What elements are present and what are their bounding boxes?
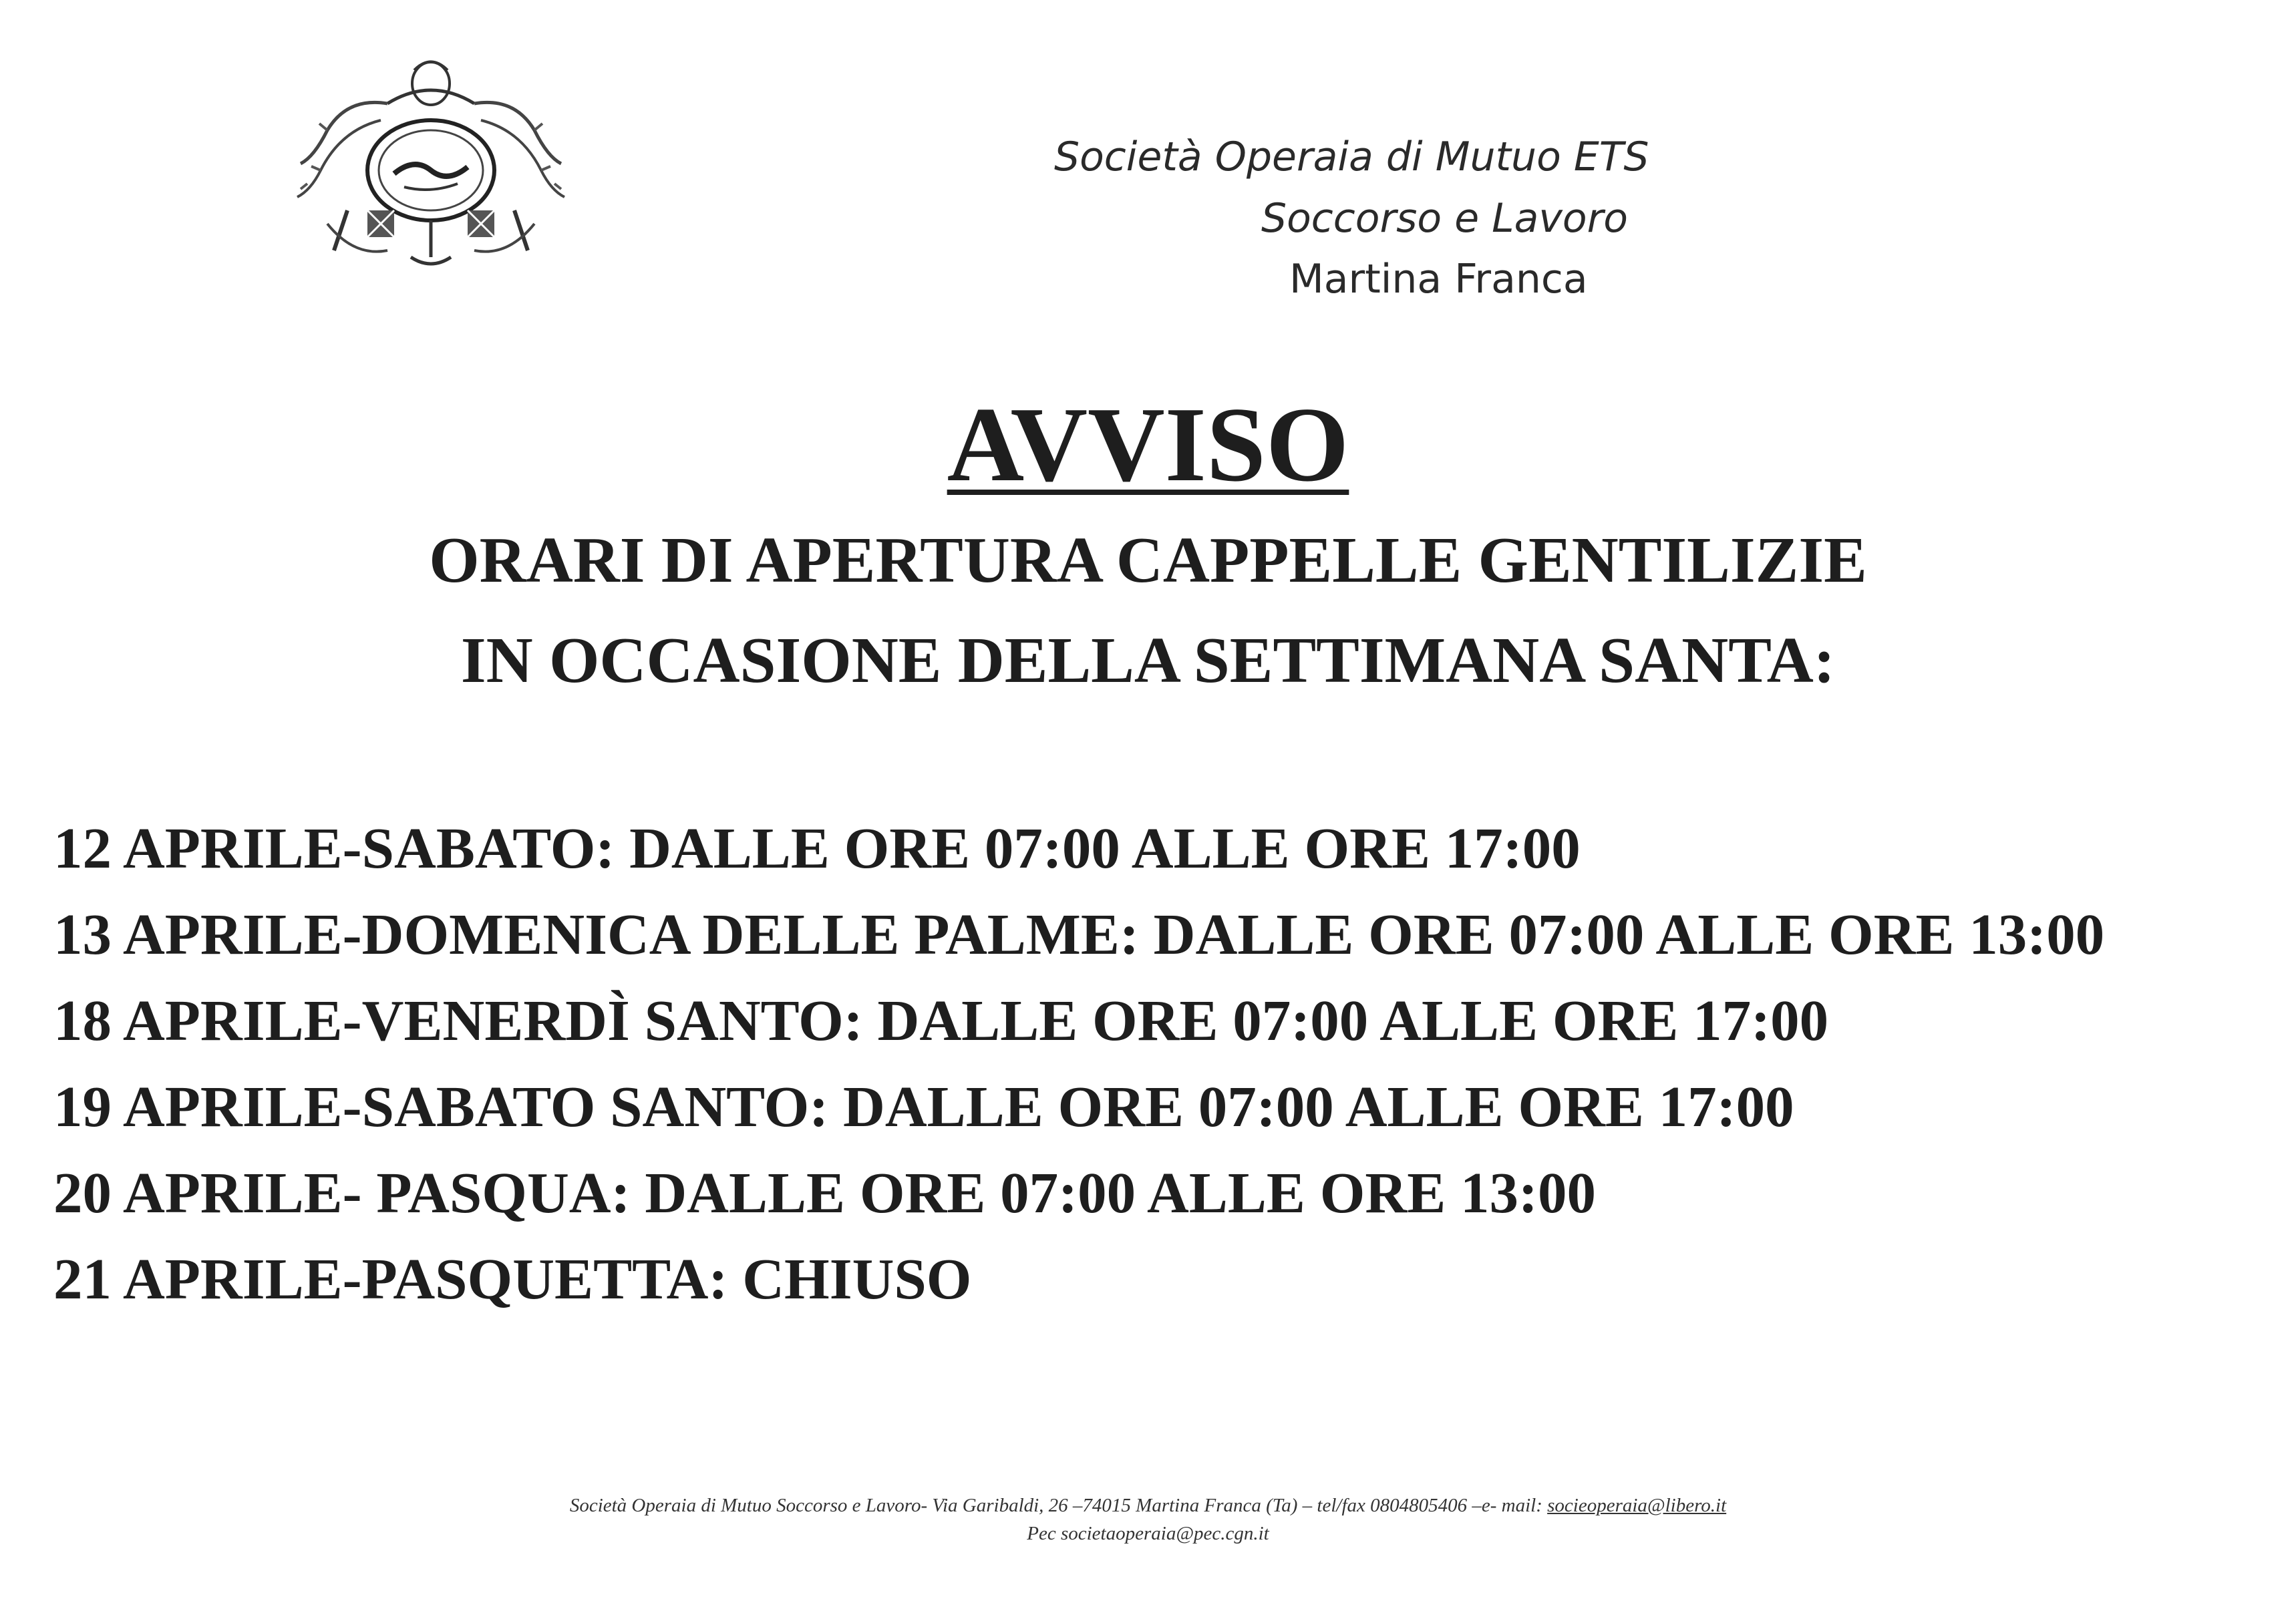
notice-subtitle-line-2: IN OCCASIONE DELLA SETTIMANA SANTA: (460, 624, 1836, 696)
notice-title (0, 385, 2296, 504)
schedule-item: 13 APRILE-DOMENICA DELLE PALME: DALLE ORE 07:00 ALLE ORE 13:00 (53, 902, 2105, 966)
footer-address-text: Società Operaia di Mutuo Soccorso e Lavoro- Via Garibaldi, 26 –74015 Martina Franca (Ta) – tel/fax 0804805406 –e- mail: (569, 1495, 1548, 1516)
schedule-item: 12 APRILE-SABATO: DALLE ORE 07:00 ALLE ORE 17:00 (53, 816, 1581, 880)
organization-city: Martina Franca (1289, 256, 1588, 303)
footer-email-link[interactable]: socieoperaia@libero.it (1547, 1495, 1727, 1516)
society-crest-logo (287, 57, 575, 271)
opening-hours-list (53, 805, 2104, 1322)
organization-name: Società Operaia di Mutuo ETS (1054, 134, 1649, 180)
schedule-item: 19 APRILE-SABATO SANTO: DALLE ORE 07:00 ALLE ORE 17:00 (53, 1074, 1794, 1139)
schedule-item: 18 APRILE-VENERDÌ SANTO: DALLE ORE 07:00 ALLE ORE 17:00 (53, 988, 1829, 1053)
footer-address (0, 1495, 2296, 1517)
notice-title-text: AVVISO (947, 385, 1349, 504)
organization-subtitle: Soccorso e Lavoro (1261, 195, 1628, 242)
footer-pec: Pec societaoperaia@pec.cgn.it (1027, 1523, 1269, 1544)
schedule-item: 21 APRILE-PASQUETTA: CHIUSO (53, 1246, 972, 1311)
schedule-item: 20 APRILE- PASQUA: DALLE ORE 07:00 ALLE ORE 13:00 (53, 1160, 1596, 1225)
notice-subtitle-line-1: ORARI DI APERTURA CAPPELLE GENTILIZIE (429, 524, 1867, 596)
